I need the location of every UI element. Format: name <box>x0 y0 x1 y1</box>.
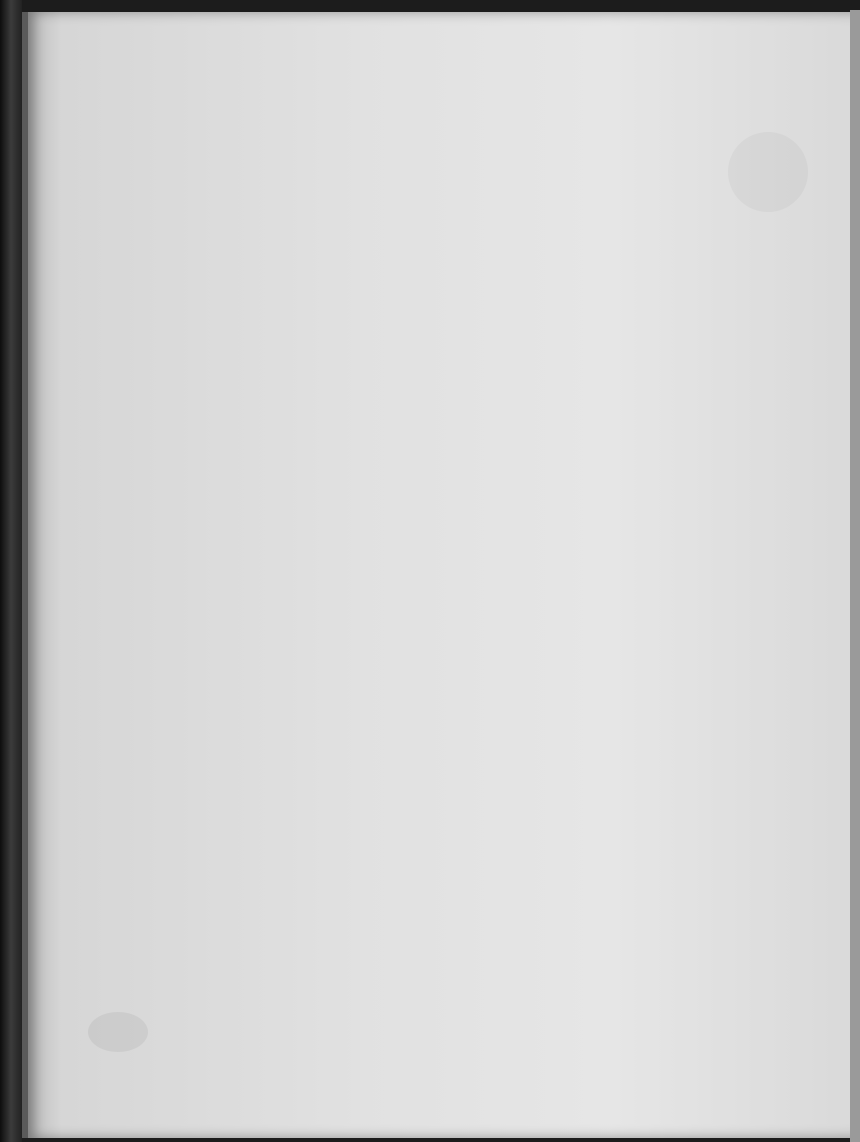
book-spine <box>0 0 22 1142</box>
page-edge <box>850 10 860 1142</box>
book-page <box>22 12 858 1138</box>
paper-stain <box>728 132 808 212</box>
paper-stain <box>88 1012 148 1052</box>
